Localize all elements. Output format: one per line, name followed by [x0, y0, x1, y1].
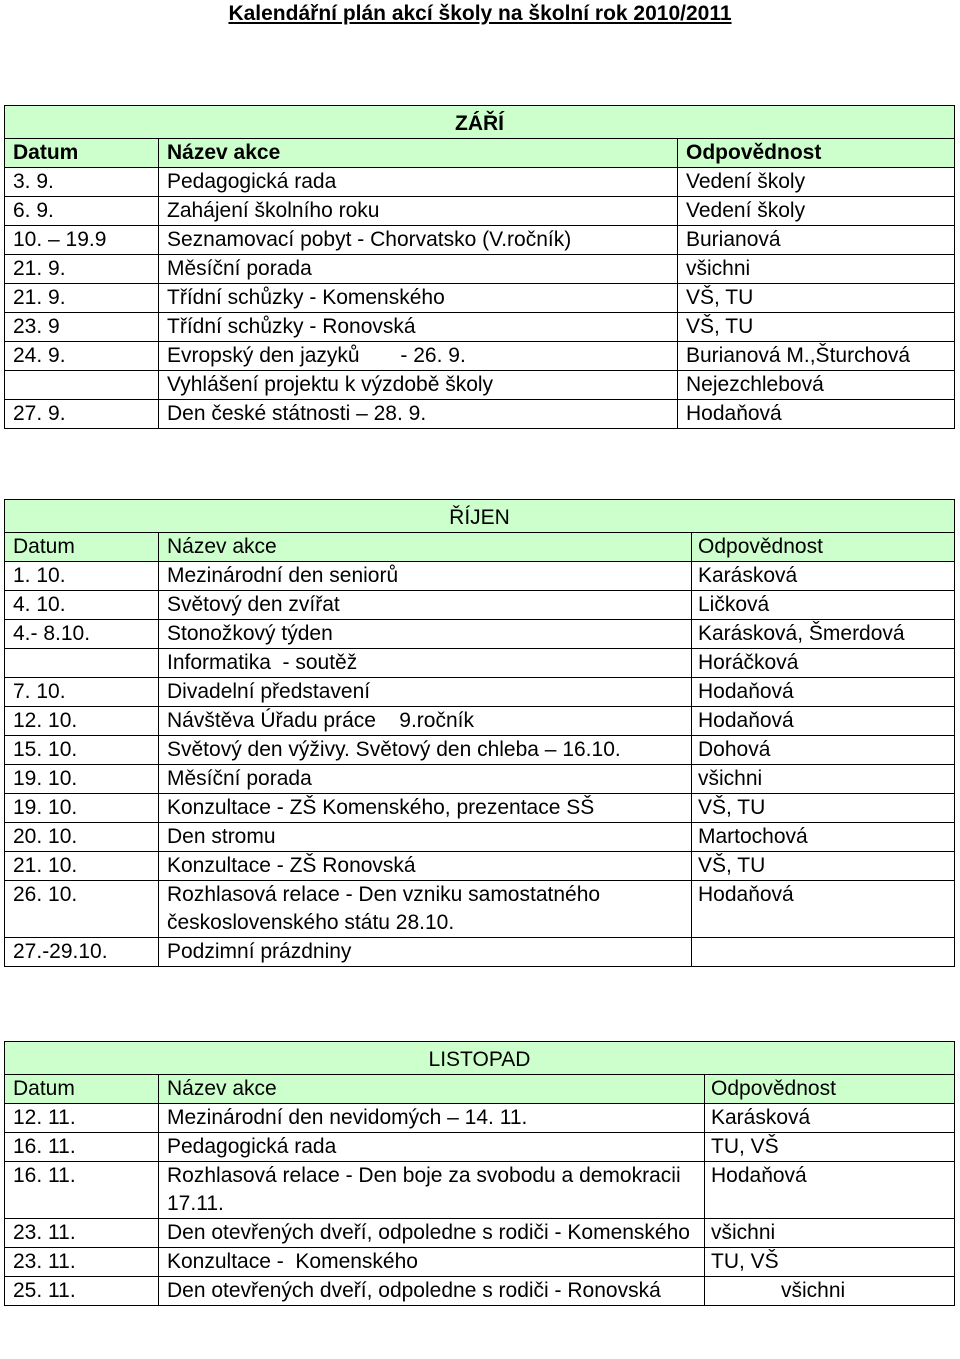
event-name: Stonožkový týden — [159, 620, 692, 649]
table-row — [5, 649, 955, 678]
event-name: Měsíční porada — [159, 765, 692, 794]
table-row — [5, 226, 955, 255]
header-datum: Datum — [5, 139, 159, 168]
table-row — [5, 284, 955, 313]
event-name: Evropský den jazyků - 26. 9. — [159, 342, 678, 371]
table-row — [5, 313, 955, 342]
header-odpovednost: Odpovědnost — [705, 1075, 955, 1104]
table-row — [5, 342, 955, 371]
month-table-rijen — [4, 499, 955, 967]
event-name: Světový den výživy. Světový den chleba – 16.10. — [159, 736, 692, 765]
event-responsible: TU, VŠ — [705, 1133, 955, 1162]
table-row — [5, 1219, 955, 1248]
event-name: Informatika - soutěž — [159, 649, 692, 678]
event-responsible: VŠ, TU — [678, 284, 955, 313]
table-row — [5, 794, 955, 823]
event-name: Konzultace - ZŠ Komenského, prezentace SŠ — [159, 794, 692, 823]
header-datum: Datum — [5, 533, 159, 562]
table-row — [5, 938, 955, 967]
event-name: Měsíční porada — [159, 255, 678, 284]
event-responsible: Nejezchlebová — [678, 371, 955, 400]
event-name: Pedagogická rada — [159, 1133, 705, 1162]
event-responsible: všichni — [692, 765, 955, 794]
event-responsible: VŠ, TU — [692, 852, 955, 881]
table-row — [5, 591, 955, 620]
event-name: Rozhlasová relace - Den boje za svobodu a demokracii 17.11. — [159, 1162, 705, 1219]
month-name-row — [5, 500, 955, 533]
event-date: 7. 10. — [5, 678, 159, 707]
event-date: 21. 9. — [5, 284, 159, 313]
event-date: 1. 10. — [5, 562, 159, 591]
event-name: Divadelní představení — [159, 678, 692, 707]
event-responsible: všichni — [705, 1277, 955, 1306]
event-date: 4.- 8.10. — [5, 620, 159, 649]
event-name: Mezinárodní den seniorů — [159, 562, 692, 591]
event-name: Konzultace - Komenského — [159, 1248, 705, 1277]
event-responsible: Vedení školy — [678, 168, 955, 197]
event-date: 25. 11. — [5, 1277, 159, 1306]
event-responsible: Hodaňová — [692, 707, 955, 736]
event-date: 3. 9. — [5, 168, 159, 197]
event-date: 12. 10. — [5, 707, 159, 736]
event-date: 23. 11. — [5, 1248, 159, 1277]
event-date: 12. 11. — [5, 1104, 159, 1133]
event-name: Návštěva Úřadu práce 9.ročník — [159, 707, 692, 736]
table-row — [5, 765, 955, 794]
column-header-row — [5, 139, 955, 168]
table-row — [5, 371, 955, 400]
event-responsible: Martochová — [692, 823, 955, 852]
event-name: Konzultace - ZŠ Ronovská — [159, 852, 692, 881]
event-responsible: VŠ, TU — [692, 794, 955, 823]
event-responsible: VŠ, TU — [678, 313, 955, 342]
event-name: Den otevřených dveří, odpoledne s rodiči - Ronovská — [159, 1277, 705, 1306]
table-row — [5, 881, 955, 938]
event-date: 19. 10. — [5, 794, 159, 823]
event-responsible: Hodaňová — [692, 678, 955, 707]
event-date: 26. 10. — [5, 881, 159, 938]
table-row — [5, 1104, 955, 1133]
column-header-row — [5, 1075, 955, 1104]
event-date: 21. 10. — [5, 852, 159, 881]
event-name: Zahájení školního roku — [159, 197, 678, 226]
event-responsible: Hodaňová — [692, 881, 955, 938]
event-name: Den otevřených dveří, odpoledne s rodiči - Komenského — [159, 1219, 705, 1248]
event-date: 20. 10. — [5, 823, 159, 852]
table-row — [5, 1162, 955, 1219]
table-row — [5, 736, 955, 765]
event-responsible: Burianová — [678, 226, 955, 255]
document-title: Kalendářní plán akcí školy na školní rok 2010/2011 — [228, 2, 732, 25]
event-name: Den české státnosti – 28. 9. — [159, 400, 678, 429]
month-table-listopad — [4, 1041, 955, 1306]
event-date: 4. 10. — [5, 591, 159, 620]
table-row — [5, 620, 955, 649]
event-name: Třídní schůzky - Komenského — [159, 284, 678, 313]
header-nazev-akce: Název akce — [159, 533, 692, 562]
table-row — [5, 823, 955, 852]
header-odpovednost: Odpovědnost — [678, 139, 955, 168]
event-date — [5, 371, 159, 400]
table-row — [5, 400, 955, 429]
event-responsible: všichni — [678, 255, 955, 284]
event-date — [5, 649, 159, 678]
table-row — [5, 168, 955, 197]
table-row — [5, 678, 955, 707]
event-name: Rozhlasová relace - Den vzniku samostatného československého státu 28.10. — [159, 881, 692, 938]
event-date: 19. 10. — [5, 765, 159, 794]
event-name: Světový den zvířat — [159, 591, 692, 620]
event-date: 16. 11. — [5, 1133, 159, 1162]
event-responsible: Vedení školy — [678, 197, 955, 226]
table-row — [5, 707, 955, 736]
header-nazev-akce: Název akce — [159, 139, 678, 168]
event-name: Mezinárodní den nevidomých – 14. 11. — [159, 1104, 705, 1133]
event-date: 21. 9. — [5, 255, 159, 284]
event-date: 24. 9. — [5, 342, 159, 371]
event-name: Třídní schůzky - Ronovská — [159, 313, 678, 342]
event-name: Podzimní prázdniny — [159, 938, 692, 967]
event-date: 27. 9. — [5, 400, 159, 429]
month-table-zari — [4, 105, 955, 429]
month-name-row — [5, 106, 955, 139]
event-responsible: Karásková, Šmerdová — [692, 620, 955, 649]
event-date: 16. 11. — [5, 1162, 159, 1219]
event-responsible: Hodaňová — [678, 400, 955, 429]
event-responsible — [692, 938, 955, 967]
event-responsible: Karásková — [692, 562, 955, 591]
event-responsible: všichni — [705, 1219, 955, 1248]
table-row — [5, 852, 955, 881]
month-name-row — [5, 1042, 955, 1075]
event-name: Vyhlášení projektu k výzdobě školy — [159, 371, 678, 400]
month-name: LISTOPAD — [5, 1042, 955, 1075]
table-row — [5, 197, 955, 226]
event-name: Seznamovací pobyt - Chorvatsko (V.ročník) — [159, 226, 678, 255]
event-date: 23. 9 — [5, 313, 159, 342]
event-responsible: Horáčková — [692, 649, 955, 678]
event-date: 10. – 19.9 — [5, 226, 159, 255]
event-name: Pedagogická rada — [159, 168, 678, 197]
event-responsible: Ličková — [692, 591, 955, 620]
header-odpovednost: Odpovědnost — [692, 533, 955, 562]
event-responsible: Karásková — [705, 1104, 955, 1133]
table-row — [5, 255, 955, 284]
event-responsible: Hodaňová — [705, 1162, 955, 1219]
event-name: Den stromu — [159, 823, 692, 852]
event-responsible: Dohová — [692, 736, 955, 765]
table-row — [5, 562, 955, 591]
event-date: 15. 10. — [5, 736, 159, 765]
column-header-row — [5, 533, 955, 562]
event-responsible: TU, VŠ — [705, 1248, 955, 1277]
table-row — [5, 1133, 955, 1162]
month-name: ZÁŘÍ — [5, 106, 955, 139]
event-date: 23. 11. — [5, 1219, 159, 1248]
month-name: ŘÍJEN — [5, 500, 955, 533]
event-date: 6. 9. — [5, 197, 159, 226]
event-date: 27.-29.10. — [5, 938, 159, 967]
table-row — [5, 1248, 955, 1277]
header-datum: Datum — [5, 1075, 159, 1104]
header-nazev-akce: Název akce — [159, 1075, 705, 1104]
table-row — [5, 1277, 955, 1306]
event-responsible: Burianová M.,Šturchová — [678, 342, 955, 371]
